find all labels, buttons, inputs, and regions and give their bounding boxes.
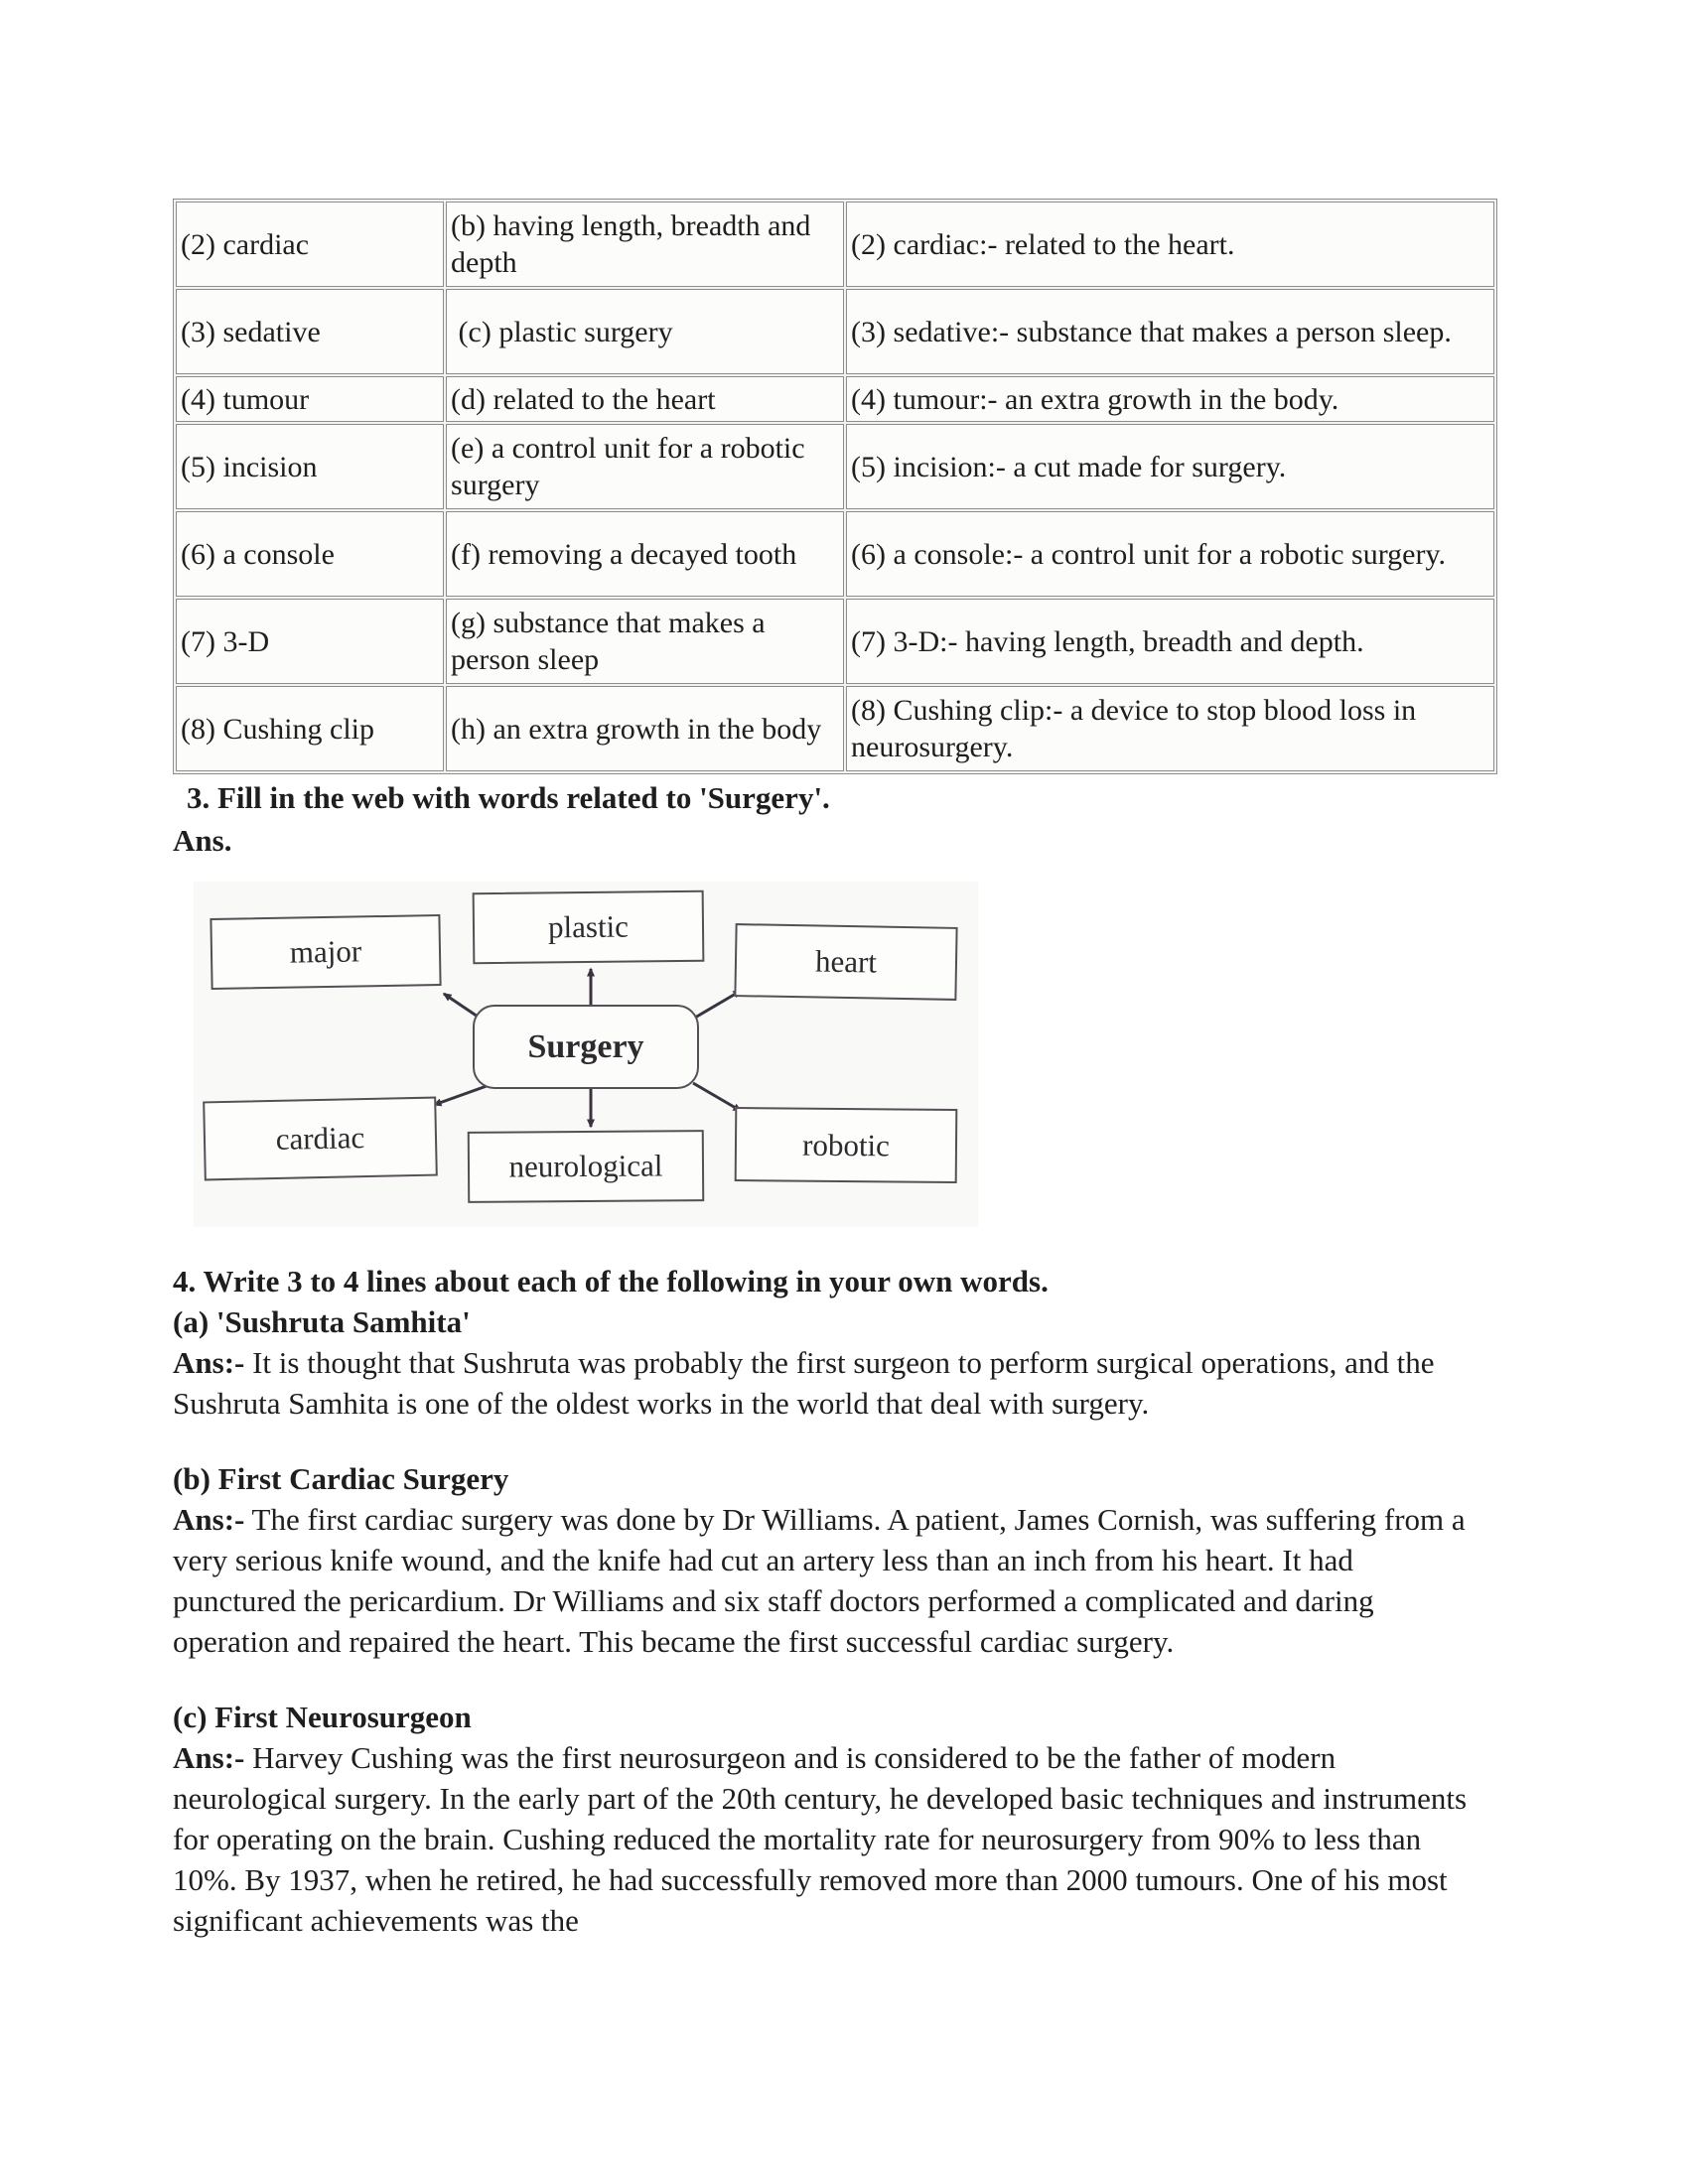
term-cell: (3) sedative xyxy=(176,289,444,374)
table-row xyxy=(176,599,1494,684)
option-cell: (b) having length, breadth and depth xyxy=(446,202,844,287)
part-b-title: (b) First Cardiac Surgery xyxy=(173,1461,509,1496)
term-cell: (8) Cushing clip xyxy=(176,686,444,771)
option-cell: (d) related to the heart xyxy=(446,376,844,422)
answer-text: The first cardiac surgery was done by Dr Williams. A patient, James Cornish, was suffering from a very serious knife wound, and the knife had cut an artery less than an inch from his heart. It had punctured the pericardium. Dr Williams and six staff doctors performed a complicated and daring operation and repaired the heart. This became the first successful cardiac surgery. xyxy=(173,1502,1466,1659)
definition-cell: (7) 3-D:- having length, breadth and depth. xyxy=(846,599,1494,684)
table-row xyxy=(176,202,1494,287)
table-row xyxy=(176,686,1494,771)
definition-cell: (4) tumour:- an extra growth in the body. xyxy=(846,376,1494,422)
arrow-to-robotic xyxy=(693,1083,741,1111)
web-node-major: major xyxy=(210,914,441,990)
part-c-answer xyxy=(173,1737,1479,1941)
part-c-title: (c) First Neurosurgeon xyxy=(173,1700,472,1734)
answer-text: It is thought that Sushruta was probably the first surgeon to perform surgical operations, and the Sushruta Samhita is one of the oldest works in the world that deal with surgery. xyxy=(173,1345,1435,1421)
surgery-web-diagram xyxy=(194,882,978,1227)
ans-prefix: Ans:- xyxy=(173,1345,245,1380)
option-cell: (g) substance that makes a person sleep xyxy=(446,599,844,684)
option-cell: (f) removing a decayed tooth xyxy=(446,511,844,597)
definition-cell: (5) incision:- a cut made for surgery. xyxy=(846,424,1494,509)
question-4-heading: 4. Write 3 to 4 lines about each of the following in your own words. xyxy=(173,1264,1049,1298)
part-a-answer xyxy=(173,1342,1479,1424)
web-node-heart: heart xyxy=(734,923,957,1001)
option-cell: (h) an extra growth in the body xyxy=(446,686,844,771)
answer-part-c xyxy=(173,1697,1479,1941)
answer-part-b xyxy=(173,1458,1479,1662)
term-cell: (6) a console xyxy=(176,511,444,597)
match-table xyxy=(173,199,1497,774)
table-row xyxy=(176,289,1494,374)
part-a-title: (a) 'Sushruta Samhita' xyxy=(173,1304,471,1339)
question-3-heading: 3. Fill in the web with words related to 'Surgery'. xyxy=(187,780,830,815)
web-node-robotic: robotic xyxy=(735,1107,958,1183)
definition-cell: (8) Cushing clip:- a device to stop blood loss in neurosurgery. xyxy=(846,686,1494,771)
answer-text: Harvey Cushing was the first neurosurgeon and is considered to be the father of modern neurological surgery. In the early part of the 20th century, he developed basic techniques and instruments for operating on the brain. Cushing reduced the mortality rate for neurosurgery from 90% to less than 10%. By 1937, when he retired, he had successfully removed more than 2000 tumours. One of his most significant achievements was the xyxy=(173,1740,1468,1938)
option-cell: (e) a control unit for a robotic surgery xyxy=(446,424,844,509)
table-row xyxy=(176,376,1494,422)
term-cell: (5) incision xyxy=(176,424,444,509)
web-center-surgery: Surgery xyxy=(473,1005,699,1089)
web-node-cardiac: cardiac xyxy=(203,1097,438,1181)
part-b-answer xyxy=(173,1499,1479,1662)
definition-cell: (2) cardiac:- related to the heart. xyxy=(846,202,1494,287)
answer-part-a xyxy=(173,1301,1479,1424)
web-node-plastic: plastic xyxy=(473,890,705,964)
question-3-ans-label: Ans. xyxy=(173,823,232,858)
question-4-section xyxy=(173,1261,1479,1941)
table-row xyxy=(176,511,1494,597)
table-row xyxy=(176,424,1494,509)
definition-cell: (3) sedative:- substance that makes a person sleep. xyxy=(846,289,1494,374)
term-cell: (7) 3-D xyxy=(176,599,444,684)
ans-prefix: Ans:- xyxy=(173,1502,245,1537)
term-cell: (4) tumour xyxy=(176,376,444,422)
web-node-neurological: neurological xyxy=(468,1130,704,1203)
arrow-to-cardiac xyxy=(434,1086,487,1105)
definition-cell: (6) a console:- a control unit for a robotic surgery. xyxy=(846,511,1494,597)
option-cell: (c) plastic surgery xyxy=(446,289,844,374)
term-cell: (2) cardiac xyxy=(176,202,444,287)
ans-prefix: Ans:- xyxy=(173,1740,245,1775)
